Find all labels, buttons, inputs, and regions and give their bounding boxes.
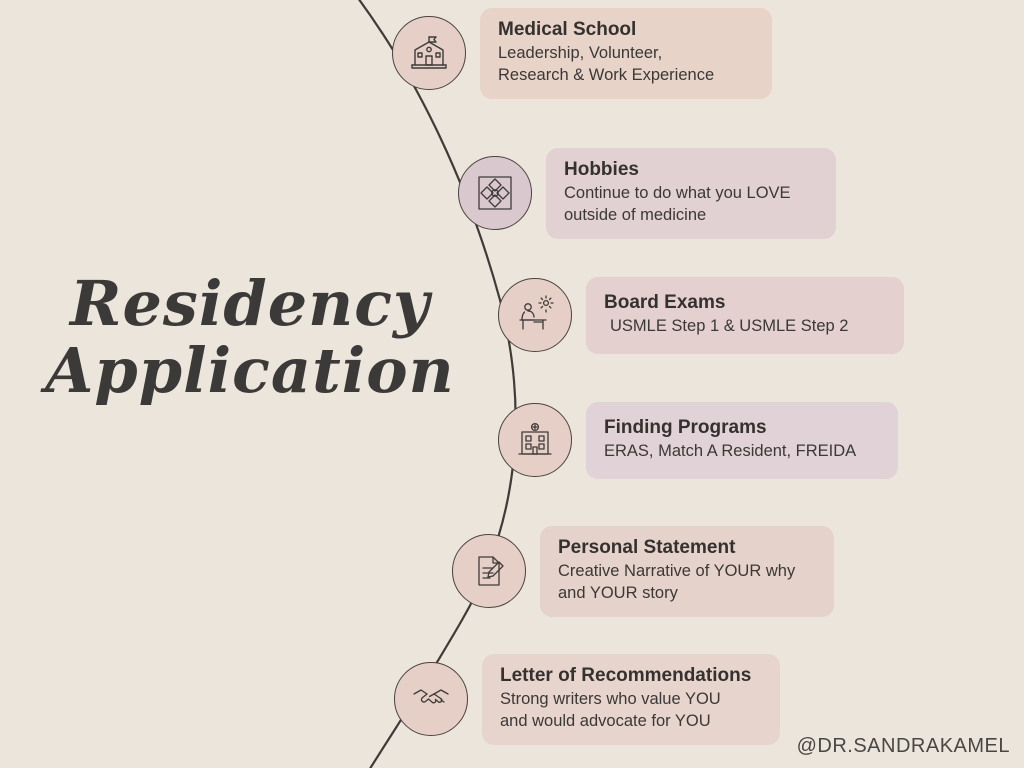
author-watermark: @DR.SANDRAKAMEL xyxy=(796,735,1010,757)
step-finding-programs[interactable] xyxy=(498,402,898,479)
step-medical-school[interactable] xyxy=(392,8,772,99)
title-line-1: Residency xyxy=(69,267,431,340)
step-heading: Medical School xyxy=(498,19,637,40)
school-building-icon xyxy=(392,16,466,90)
step-body xyxy=(604,316,886,338)
step-body-line-2: Research & Work Experience xyxy=(498,65,715,84)
step-body-line-2: and YOUR story xyxy=(558,583,678,602)
step-heading: Board Exams xyxy=(604,292,726,313)
step-card xyxy=(480,8,772,99)
step-body-line-1: Leadership, Volunteer, xyxy=(498,43,663,62)
title-line-2: Application xyxy=(45,334,455,408)
hospital-icon xyxy=(498,403,572,477)
step-body xyxy=(558,561,816,605)
step-body-line-2: and would advocate for YOU xyxy=(500,711,711,730)
step-heading: Personal Statement xyxy=(558,537,736,558)
step-hobbies[interactable] xyxy=(458,148,836,239)
step-personal-statement[interactable] xyxy=(452,526,834,617)
step-card xyxy=(482,654,780,745)
step-body-line-1: Continue to do what you LOVE xyxy=(564,183,791,202)
step-body-line-1: USMLE Step 1 & USMLE Step 2 xyxy=(610,316,849,335)
step-body xyxy=(564,183,818,227)
step-card xyxy=(546,148,836,239)
step-body-line-1: Strong writers who value YOU xyxy=(500,689,721,708)
student-desk-icon xyxy=(498,278,572,352)
step-body xyxy=(500,689,762,733)
document-pencil-icon xyxy=(452,534,526,608)
step-body-line-1: Creative Narrative of YOUR why xyxy=(558,561,796,580)
step-body xyxy=(604,441,880,463)
step-card xyxy=(540,526,834,617)
ornament-pattern-icon xyxy=(458,156,532,230)
step-letter-of-recommendations[interactable] xyxy=(394,654,780,745)
step-heading: Hobbies xyxy=(564,159,639,180)
step-body-line-2: outside of medicine xyxy=(564,205,707,224)
step-body-line-1: ERAS, Match A Resident, FREIDA xyxy=(604,441,857,460)
step-board-exams[interactable] xyxy=(498,277,904,354)
step-card xyxy=(586,277,904,354)
page-title xyxy=(40,268,460,407)
handshake-icon xyxy=(394,662,468,736)
step-body xyxy=(498,43,754,87)
step-heading: Letter of Recommendations xyxy=(500,665,752,686)
step-heading: Finding Programs xyxy=(604,417,767,438)
step-card xyxy=(586,402,898,479)
